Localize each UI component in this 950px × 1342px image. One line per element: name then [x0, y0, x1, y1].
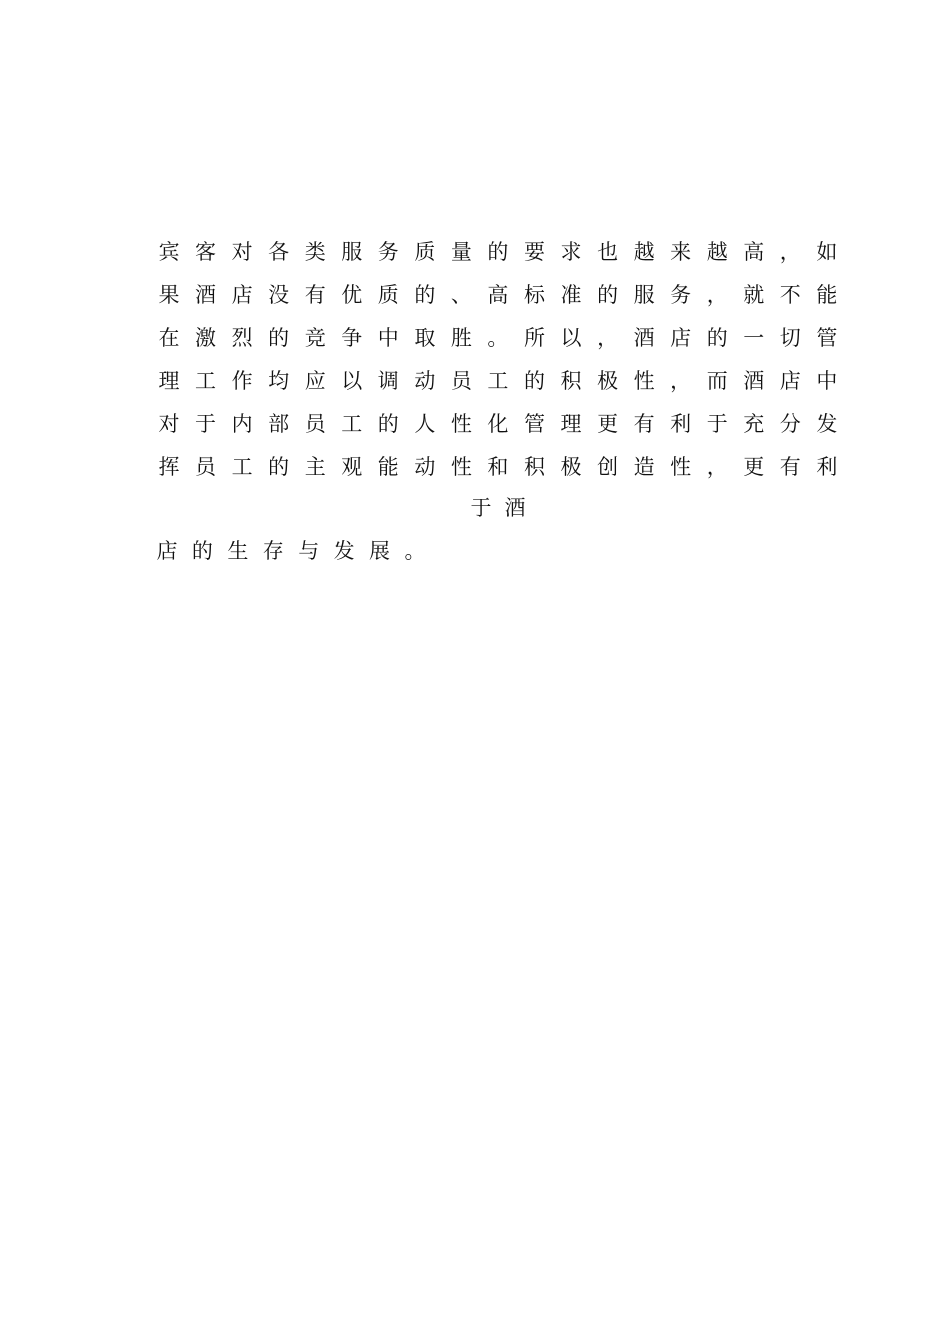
paragraph-character: 工 [487, 369, 509, 393]
paragraph-character: 要 [523, 240, 545, 264]
paragraph-character: 充 [743, 412, 765, 436]
paragraph-character: 果 [158, 283, 180, 307]
paragraph-character: 切 [779, 326, 801, 350]
paragraph-character: 于 [706, 412, 728, 436]
paragraph-character: 极 [560, 455, 582, 479]
paragraph-character: 求 [560, 240, 582, 264]
paragraph-character: ， [706, 283, 728, 307]
paragraph-character: 极 [597, 369, 619, 393]
paragraph-character: 宾 [158, 240, 180, 264]
paragraph-character: 员 [195, 455, 217, 479]
paragraph-character: 所 [523, 326, 545, 350]
paragraph-character: 管 [523, 412, 545, 436]
paragraph-character: 高 [743, 240, 765, 264]
paragraph-character: 内 [231, 412, 253, 436]
paragraph-character: 能 [816, 283, 838, 307]
paragraph-character: 客 [195, 240, 217, 264]
paragraph-line [158, 451, 838, 483]
paragraph-character: 量 [450, 240, 472, 264]
paragraph-character: 如 [816, 240, 838, 264]
paragraph-character: 竞 [304, 326, 326, 350]
paragraph-character: 的 [377, 412, 399, 436]
paragraph-character: 中 [377, 326, 399, 350]
paragraph-character: 展 [369, 539, 391, 563]
paragraph-character: 服 [341, 240, 363, 264]
paragraph-character: 准 [560, 283, 582, 307]
paragraph-line [158, 408, 838, 440]
paragraph-character: 在 [158, 326, 180, 350]
paragraph-character: 服 [633, 283, 655, 307]
paragraph-character: 管 [816, 326, 838, 350]
paragraph-character: 以 [560, 326, 582, 350]
paragraph-character: 就 [743, 283, 765, 307]
paragraph-character: 和 [487, 455, 509, 479]
paragraph-character: 质 [377, 283, 399, 307]
paragraph-character: 员 [304, 412, 326, 436]
paragraph-character: 的 [523, 369, 545, 393]
paragraph-character: 造 [633, 455, 655, 479]
paragraph-character: 性 [450, 412, 472, 436]
paragraph-character: 不 [779, 283, 801, 307]
paragraph-character: 均 [268, 369, 290, 393]
paragraph-character: 酒 [504, 496, 526, 520]
paragraph-character: 部 [268, 412, 290, 436]
paragraph-character: 一 [743, 326, 765, 350]
paragraph-character: 也 [597, 240, 619, 264]
paragraph-character: 。 [404, 539, 426, 563]
paragraph-character: 越 [633, 240, 655, 264]
paragraph-character: 能 [377, 455, 399, 479]
paragraph-character: 质 [414, 240, 436, 264]
paragraph-character: 类 [304, 240, 326, 264]
paragraph-character: 于 [470, 496, 492, 520]
paragraph-character: 对 [158, 412, 180, 436]
paragraph-character: 与 [298, 539, 320, 563]
paragraph-character: 工 [231, 455, 253, 479]
paragraph-character: 高 [487, 283, 509, 307]
paragraph-character: 利 [816, 455, 838, 479]
paragraph-character: 的 [268, 455, 290, 479]
paragraph-character: 利 [670, 412, 692, 436]
paragraph-character: 务 [377, 240, 399, 264]
paragraph-line [158, 279, 838, 311]
paragraph-character: 的 [487, 240, 509, 264]
paragraph-character: 生 [227, 539, 249, 563]
paragraph-character: 争 [341, 326, 363, 350]
paragraph-character: 有 [304, 283, 326, 307]
paragraph-character: 主 [304, 455, 326, 479]
paragraph-character: 的 [414, 283, 436, 307]
paragraph-character: 标 [523, 283, 545, 307]
paragraph-character: 优 [341, 283, 363, 307]
paragraph-character: 来 [670, 240, 692, 264]
paragraph-character: 胜 [450, 326, 472, 350]
paragraph-character: ， [670, 369, 692, 393]
paragraph-character: 有 [633, 412, 655, 436]
paragraph-character: 酒 [195, 283, 217, 307]
paragraph-character: 更 [597, 412, 619, 436]
paragraph-character: 创 [597, 455, 619, 479]
paragraph-character: ， [779, 240, 801, 264]
paragraph-character: 理 [158, 369, 180, 393]
paragraph-character: 分 [779, 412, 801, 436]
paragraph-character: 发 [816, 412, 838, 436]
paragraph-character: 化 [487, 412, 509, 436]
paragraph-character: 应 [304, 369, 326, 393]
paragraph-character: 动 [414, 455, 436, 479]
paragraph-line [156, 535, 426, 567]
paragraph-character: 对 [231, 240, 253, 264]
paragraph-character: 性 [450, 455, 472, 479]
paragraph-character: 以 [341, 369, 363, 393]
paragraph-character: 的 [191, 539, 213, 563]
paragraph-character: 酒 [743, 369, 765, 393]
paragraph-character: 而 [706, 369, 728, 393]
paragraph-character: 的 [268, 326, 290, 350]
paragraph-character: 作 [231, 369, 253, 393]
paragraph-character: 更 [743, 455, 765, 479]
paragraph-character: 积 [560, 369, 582, 393]
paragraph-character: 性 [670, 455, 692, 479]
paragraph-character: 店 [670, 326, 692, 350]
paragraph-character: 性 [633, 369, 655, 393]
paragraph-character: 的 [706, 326, 728, 350]
paragraph-line [158, 322, 838, 354]
paragraph-character: 积 [523, 455, 545, 479]
paragraph-character: 存 [262, 539, 284, 563]
paragraph-character: 店 [231, 283, 253, 307]
paragraph-character: 的 [597, 283, 619, 307]
paragraph-line [158, 492, 838, 524]
paragraph-character: 。 [487, 326, 509, 350]
paragraph-character: 烈 [231, 326, 253, 350]
paragraph-line [158, 365, 838, 397]
paragraph-character: 于 [195, 412, 217, 436]
paragraph-character: 中 [816, 369, 838, 393]
paragraph-character: 店 [156, 539, 178, 563]
paragraph-character: 店 [779, 369, 801, 393]
paragraph-character: ， [597, 326, 619, 350]
paragraph-character: 工 [341, 412, 363, 436]
paragraph-character: 、 [450, 283, 472, 307]
paragraph-character: 动 [414, 369, 436, 393]
paragraph-character: ， [706, 455, 728, 479]
paragraph-character: 酒 [633, 326, 655, 350]
paragraph-character: 挥 [158, 455, 180, 479]
paragraph-character: 员 [450, 369, 472, 393]
paragraph-character: 发 [333, 539, 355, 563]
paragraph-character: 观 [341, 455, 363, 479]
paragraph-character: 各 [268, 240, 290, 264]
paragraph-character: 没 [268, 283, 290, 307]
paragraph-character: 工 [195, 369, 217, 393]
paragraph-character: 务 [670, 283, 692, 307]
paragraph-character: 理 [560, 412, 582, 436]
paragraph-character: 越 [706, 240, 728, 264]
paragraph-character: 激 [195, 326, 217, 350]
paragraph-character: 调 [377, 369, 399, 393]
paragraph-character: 取 [414, 326, 436, 350]
paragraph-character: 有 [779, 455, 801, 479]
paragraph-line [158, 236, 838, 268]
paragraph-character: 人 [414, 412, 436, 436]
